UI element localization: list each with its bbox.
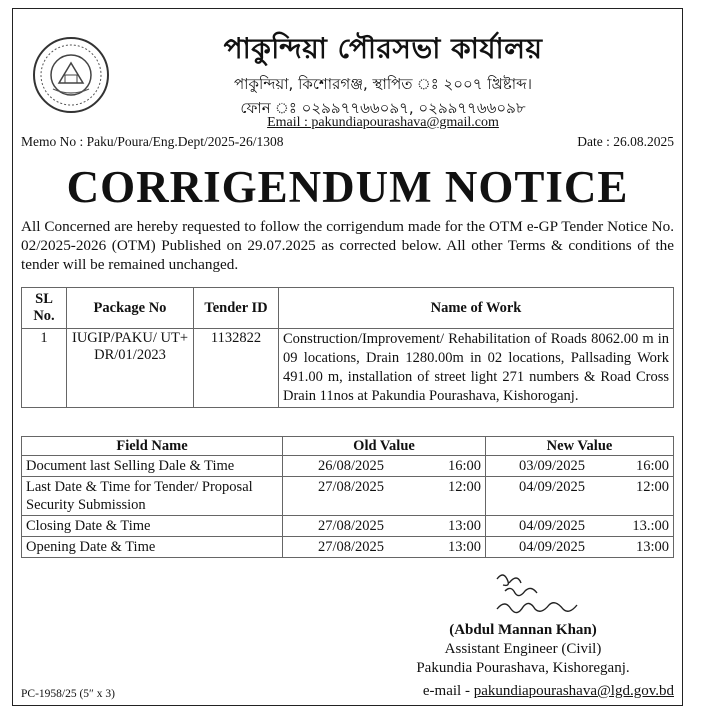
field-name-cell: Opening Date & Time <box>22 537 283 558</box>
corrigendum-notice <box>12 8 683 706</box>
work-header: Name of Work <box>279 288 674 329</box>
signatory-email-link[interactable]: pakundiapourashava@lgd.gov.bd <box>473 683 674 699</box>
signatory-block <box>373 621 673 678</box>
municipality-seal-logo <box>31 35 111 115</box>
field-name-cell: Document last Selling Dale & Time <box>22 456 283 477</box>
old-date-cell: 26/08/2025 <box>283 456 420 477</box>
email-label: e-mail - <box>422 683 474 699</box>
office-phone: ফোন ঃ ০২৯৯৭৭৬৬০৯৭, ০২৯৯৭৭৬৬০৯৮ <box>240 99 526 117</box>
new-time-cell: 16:00 <box>618 456 674 477</box>
old-date-cell: 27/08/2025 <box>283 537 420 558</box>
field-name-header: Field Name <box>22 437 283 456</box>
table-row <box>22 516 674 537</box>
package-table <box>21 287 674 408</box>
old-value-header: Old Value <box>283 437 486 456</box>
sl-header: SL No. <box>22 288 67 329</box>
memo-number: Memo No : Paku/Poura/Eng.Dept/2025-26/1308 <box>21 134 284 149</box>
old-time-cell: 12:00 <box>419 477 486 516</box>
tender-id-cell: 1132822 <box>194 329 279 408</box>
table-row <box>22 537 674 558</box>
package-header: Package No <box>67 288 194 329</box>
new-date-cell: 04/09/2025 <box>486 477 619 516</box>
old-date-cell: 27/08/2025 <box>283 516 420 537</box>
old-time-cell: 13:00 <box>419 537 486 558</box>
signatory-designation: Assistant Engineer (Civil) <box>444 641 602 657</box>
office-email: Email : pakundiapourashava@gmail.com <box>267 115 499 130</box>
new-time-cell: 12:00 <box>618 477 674 516</box>
tender-id-header: Tender ID <box>194 288 279 329</box>
signatory-email-line <box>423 683 674 700</box>
signatory-office: Pakundia Pourashava, Kishoreganj. <box>416 660 630 676</box>
office-title: পাকুন্দিয়া পৌরসভা কার্যালয় <box>223 32 543 65</box>
notice-date: Date : 26.08.2025 <box>577 134 674 149</box>
intro-paragraph: All Concerned are hereby requested to follow the corrigendum made for the OTM e-GP Tender Notice No. 02/2025-2026 (OTM) Published on 29.07.2025 as corrected below. All other Terms & conditions of the tender will be remained unchanged. <box>21 218 674 273</box>
old-time-cell: 16:00 <box>419 456 486 477</box>
sl-cell: 1 <box>22 329 67 408</box>
new-date-cell: 04/09/2025 <box>486 516 619 537</box>
work-cell: Construction/Improvement/ Rehabilitation of Roads 8062.00 m in 09 locations, Drain 1280.00m in 02 locations, Pallsading Work 491.00 m, installation of street light 271 numbers & Road Cross Drain 11nos at Pakundia Pourashava, Kishoroganj. <box>279 329 674 408</box>
new-time-cell: 13.:00 <box>618 516 674 537</box>
table-row <box>22 456 674 477</box>
new-date-cell: 04/09/2025 <box>486 537 619 558</box>
office-address: পাকুন্দিয়া, কিশোরগঞ্জ, স্থাপিত ঃ ২০০৭ খ্রিষ্টাব্দ। <box>234 75 532 93</box>
handwritten-signature <box>491 569 581 619</box>
new-value-header: New Value <box>486 437 674 456</box>
new-time-cell: 13:00 <box>618 537 674 558</box>
package-table-header <box>22 288 674 329</box>
notice-title: CORRIGENDUM NOTICE <box>66 162 629 212</box>
table-row <box>22 477 674 516</box>
new-date-cell: 03/09/2025 <box>486 456 619 477</box>
signatory-name: (Abdul Mannan Khan) <box>449 622 597 638</box>
change-table-header <box>22 437 674 456</box>
change-table <box>21 436 674 558</box>
package-cell: IUGIP/PAKU/ UT+ DR/01/2023 <box>67 329 194 408</box>
field-name-cell: Last Date & Time for Tender/ Proposal Security Submission <box>22 477 283 516</box>
old-date-cell: 27/08/2025 <box>283 477 420 516</box>
field-name-cell: Closing Date & Time <box>22 516 283 537</box>
press-code: PC-1958/25 (5″ x 3) <box>21 688 115 700</box>
old-time-cell: 13:00 <box>419 516 486 537</box>
table-row <box>22 329 674 408</box>
